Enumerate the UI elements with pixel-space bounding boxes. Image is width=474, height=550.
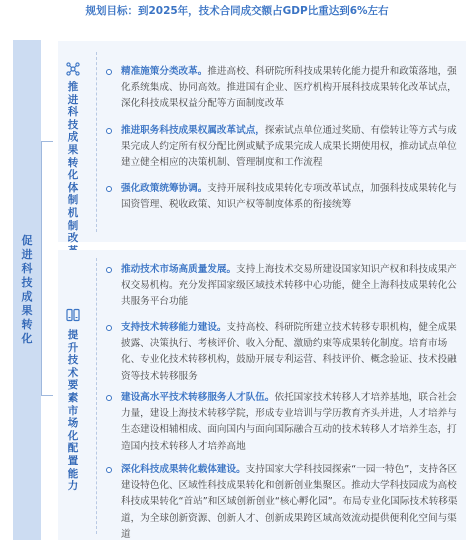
bullet-icon	[106, 69, 112, 75]
group-reform-title: 推进科技成果转化体制机制改	[67, 81, 79, 245]
plan-goal: 规划目标：到2025年，技术合同成交额占GDP比重达到6%左右	[85, 5, 389, 17]
item-body: 依托国家技术转移人才培养基地，联合社会力量，建设上海技术转移学院，形成专业培训与学历教育齐头并进，人才培养与生态建设相辅相成、面向国内与面向国际融合互动的技术转移人才培养生态，打造国内技术转移人才培养高地	[121, 392, 457, 452]
bullet-icon	[106, 186, 112, 192]
connector-bottom	[41, 395, 53, 396]
bullet-icon	[106, 128, 112, 134]
market-item-4	[106, 462, 460, 543]
item-head: 强化政策统筹协调。	[121, 183, 208, 194]
bullet-icon	[106, 395, 112, 401]
reform-item-3	[106, 181, 460, 213]
group-reform-side	[58, 58, 88, 245]
group-market-divider	[96, 258, 98, 534]
market-item-3	[106, 390, 460, 455]
item-head: 支持技术转移能力建设。	[121, 322, 227, 333]
network-nodes-icon	[66, 62, 80, 76]
bullet-icon	[106, 267, 112, 273]
main-category	[13, 40, 41, 540]
group-market-side	[58, 305, 88, 505]
item-head: 建设高水平技术转移服务人才队伍。	[121, 392, 275, 403]
market-item-1	[106, 262, 460, 311]
item-head: 深化科技成果转化载体建设。	[121, 464, 246, 475]
item-body: 支持国家大学科技园探索“一园一特色”，支持各区建设特色化、区域性科技成果转化和创新创业集聚区。推动大学科技园成为高校科技成果转化“首站”和区域创新创业“核心孵化园”。布局专业化国际技术转移渠道，为全球创新资源、创新人才、创新成果跨区域高效流动提供便利化空间与渠道	[121, 464, 458, 540]
item-body: 支持高校、科研院所建立技术转移专职机构，健全成果披露、决策执行、考核评价、收入分配、激励约束等成果转化制度。培育市场化、专业化技术转移机构，鼓励开展专利运营、科技评价、概念验证、技术投融资等技术转移服务	[121, 322, 457, 382]
item-head: 精准施策分类改革。	[121, 66, 208, 77]
item-body: 支持开展科技成果转化专项改革试点，加强科技成果转化与国资管理、税收政策、知识产权等制度体系的衔接统筹	[121, 183, 457, 211]
panels-icon	[66, 308, 80, 322]
item-body: 探索试点单位通过奖励、有偿转让等方式与成果完成人约定所有权分配比例或赋予成果完成人成果长期使用权，推动试点单位建立健全相应的决策机制、管理制度和工作流程	[121, 125, 457, 169]
connector-vertical	[41, 141, 54, 395]
bullet-icon	[106, 467, 112, 473]
market-item-2	[106, 320, 460, 385]
item-body: 推进高校、科研院所科技成果转化能力提升和政策落地，强化系统集成、协同高效。推进国有企业、医疗机构开展科技成果转化改革试点，深化科技成果权益分配等方面制度改革	[121, 66, 457, 110]
item-head: 推动技术市场高质量发展。	[121, 264, 237, 275]
main-category-label: 促进科技成果转化	[21, 234, 33, 345]
item-body: 支持上海技术交易所建设国家知识产权和科技成果产权交易机构。充分发挥国家级区域技术转移中心功能，健全上海科技成果转化公共服务平台功能	[121, 264, 457, 308]
item-head: 推进职务科技成果权属改革试点，	[121, 125, 265, 136]
bullet-icon	[106, 325, 112, 331]
reform-item-2	[106, 123, 460, 172]
group-market-title: 提升技术要素市场化配置能力	[67, 329, 79, 493]
reform-item-1	[106, 64, 460, 113]
group-reform-divider	[96, 52, 98, 232]
